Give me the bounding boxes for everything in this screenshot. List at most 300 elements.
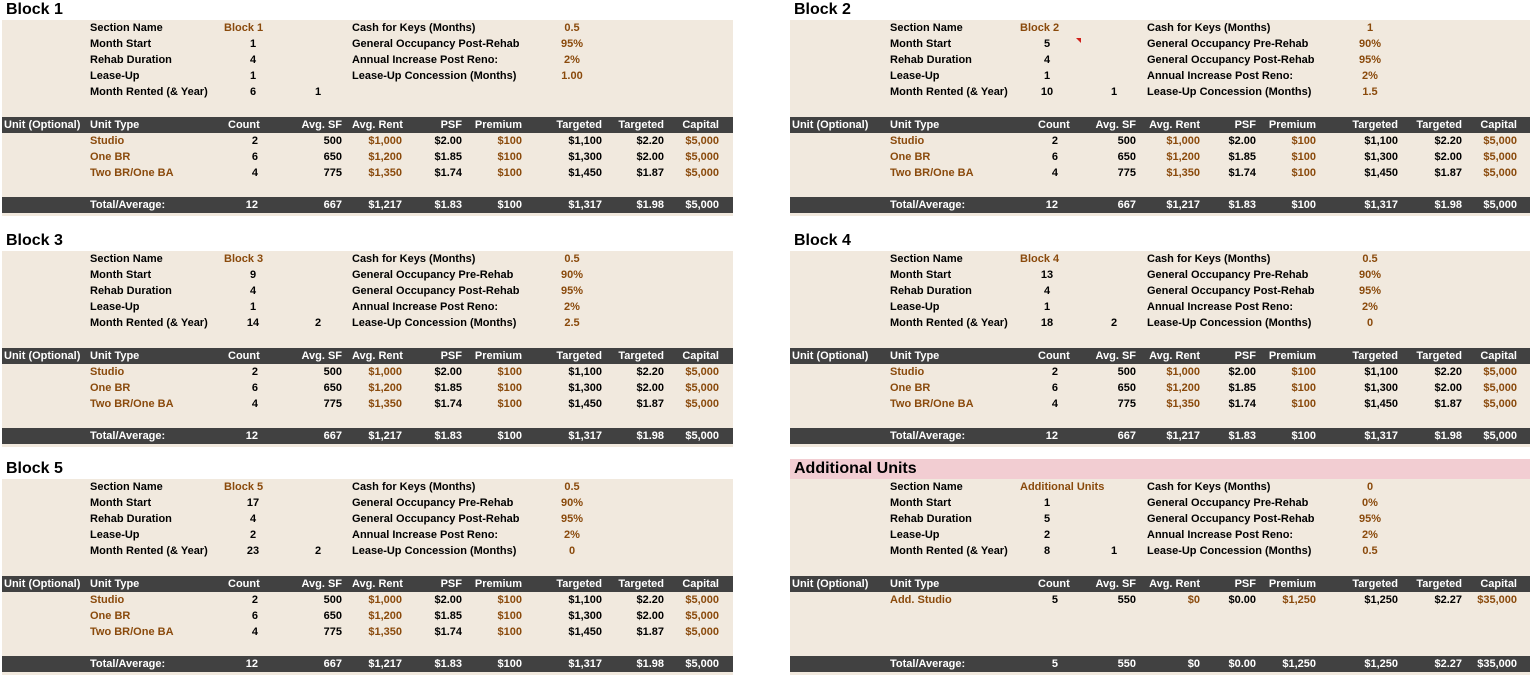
- cell-rent[interactable]: $1,350: [1166, 398, 1200, 410]
- field-value-month_start[interactable]: 5: [1043, 38, 1051, 50]
- field-label-rehab_duration: Rehab Duration: [890, 54, 972, 66]
- cell-t2: $1.87: [636, 626, 664, 638]
- field-value-rehab_duration[interactable]: 4: [1043, 54, 1051, 66]
- total-t2: $1.98: [636, 658, 664, 670]
- field-value-section_name[interactable]: Block 3: [224, 253, 264, 265]
- param-label: General Occupancy Post-Rehab: [352, 285, 520, 297]
- field-value-year[interactable]: 1: [1110, 86, 1118, 98]
- table-header: [2, 576, 733, 592]
- field-value-year[interactable]: 2: [314, 317, 322, 329]
- column-header: Targeted: [1352, 350, 1398, 362]
- cell-premium[interactable]: $100: [1291, 135, 1316, 147]
- cell-capital[interactable]: $5,000: [685, 382, 719, 394]
- total-t2: $1.98: [1434, 430, 1462, 442]
- cell-rent[interactable]: $1,000: [1166, 366, 1200, 378]
- total-rent: $0: [1187, 658, 1200, 670]
- cell-sf: 650: [1117, 382, 1136, 394]
- field-value-rehab_duration[interactable]: 4: [249, 285, 257, 297]
- field-label-rehab_duration: Rehab Duration: [90, 285, 172, 297]
- field-value-lease_up[interactable]: 2: [1043, 529, 1051, 541]
- field-value-year[interactable]: 2: [1110, 317, 1118, 329]
- field-value-month_rented[interactable]: 18: [1040, 317, 1054, 329]
- total-t1: $1,317: [568, 430, 602, 442]
- field-label-section_name: Section Name: [890, 253, 963, 265]
- unit-type-cell[interactable]: Two BR/One BA: [90, 626, 174, 638]
- column-header: Premium: [474, 578, 522, 590]
- table-row: [2, 396, 733, 412]
- total-label: Total/Average:: [890, 430, 966, 442]
- column-header: Count: [1038, 119, 1070, 131]
- cell-count: 4: [1051, 398, 1058, 410]
- param-value[interactable]: 90%: [1358, 269, 1382, 281]
- total-sf: 667: [323, 430, 342, 442]
- table-row: [790, 149, 1530, 165]
- cell-count: 5: [1051, 594, 1058, 606]
- param-value[interactable]: 2%: [564, 54, 580, 66]
- param-value[interactable]: 95%: [1358, 54, 1382, 66]
- column-header: Targeted: [1416, 119, 1462, 131]
- field-value-year[interactable]: 1: [1110, 545, 1118, 557]
- field-label-month_start: Month Start: [890, 497, 952, 509]
- column-header: PSF: [440, 350, 462, 362]
- param-label: Cash for Keys (Months): [1147, 22, 1271, 34]
- cell-premium[interactable]: $100: [1291, 151, 1316, 163]
- table-header: [790, 576, 1530, 592]
- field-label-lease_up: Lease-Up: [890, 529, 940, 541]
- param-label: General Occupancy Pre-Rehab: [1147, 269, 1309, 281]
- cell-capital[interactable]: $5,000: [685, 626, 719, 638]
- cell-capital[interactable]: $5,000: [685, 594, 719, 606]
- cell-psf: $1.74: [434, 398, 462, 410]
- cell-count: 6: [251, 382, 258, 394]
- total-count: 12: [245, 199, 258, 211]
- unit-type-cell[interactable]: Two BR/One BA: [90, 398, 174, 410]
- unit-type-cell[interactable]: Two BR/One BA: [890, 398, 974, 410]
- cell-psf: $0.00: [1228, 594, 1256, 606]
- cell-capital[interactable]: $5,000: [685, 398, 719, 410]
- param-label: Lease-Up Concession (Months): [352, 317, 517, 329]
- field-value-year[interactable]: 1: [314, 86, 322, 98]
- column-header: Capital: [1480, 578, 1517, 590]
- param-value[interactable]: 0.5: [564, 22, 580, 34]
- cell-rent[interactable]: $1,200: [368, 151, 402, 163]
- field-value-month_start[interactable]: 17: [246, 497, 260, 509]
- cell-rent[interactable]: $1,000: [368, 594, 402, 606]
- param-value[interactable]: 0.5: [564, 253, 580, 265]
- cell-psf: $2.00: [1228, 135, 1256, 147]
- field-label-rehab_duration: Rehab Duration: [90, 513, 172, 525]
- cell-capital[interactable]: $5,000: [1483, 366, 1517, 378]
- field-value-month_start[interactable]: 13: [1040, 269, 1054, 281]
- param-value[interactable]: 95%: [560, 513, 584, 525]
- field-value-lease_up[interactable]: 1: [249, 301, 257, 313]
- cell-rent[interactable]: $1,350: [368, 167, 402, 179]
- field-value-lease_up[interactable]: 1: [249, 70, 257, 82]
- total-sf: 550: [1117, 658, 1136, 670]
- unit-type-cell[interactable]: Studio: [90, 135, 125, 147]
- cell-sf: 500: [1117, 135, 1136, 147]
- column-header: Unit Type: [890, 578, 940, 590]
- total-label: Total/Average:: [90, 199, 166, 211]
- param-value[interactable]: 90%: [1358, 38, 1382, 50]
- cell-psf: $2.00: [434, 594, 462, 606]
- cell-premium[interactable]: $100: [497, 398, 522, 410]
- param-label: Lease-Up Concession (Months): [1147, 545, 1312, 557]
- column-header: Targeted: [556, 350, 602, 362]
- total-psf: $1.83: [1228, 199, 1256, 211]
- cell-sf: 650: [323, 151, 342, 163]
- column-header: Capital: [682, 350, 719, 362]
- total-t1: $1,250: [1364, 658, 1398, 670]
- cell-rent[interactable]: $1,350: [368, 626, 402, 638]
- cell-psf: $1.85: [1228, 382, 1256, 394]
- unit-type-cell[interactable]: One BR: [890, 151, 931, 163]
- cell-sf: 500: [323, 594, 342, 606]
- cell-sf: 650: [323, 382, 342, 394]
- cell-capital[interactable]: $5,000: [1483, 382, 1517, 394]
- param-value[interactable]: 0: [1366, 481, 1374, 493]
- cell-t1: $1,300: [568, 610, 602, 622]
- unit-type-cell[interactable]: Two BR/One BA: [890, 167, 974, 179]
- field-value-section_name[interactable]: Block 2: [1020, 22, 1060, 34]
- param-value[interactable]: 2%: [1362, 70, 1378, 82]
- total-sf: 667: [1117, 199, 1136, 211]
- column-header: Unit (Optional): [4, 119, 81, 131]
- field-value-year[interactable]: 2: [314, 545, 322, 557]
- total-count: 12: [1045, 430, 1058, 442]
- cell-premium[interactable]: $100: [497, 151, 522, 163]
- param-label: Annual Increase Post Reno:: [1147, 301, 1294, 313]
- total-label: Total/Average:: [890, 658, 966, 670]
- total-capital: $5,000: [685, 658, 719, 670]
- field-value-section_name[interactable]: Block 4: [1020, 253, 1060, 265]
- param-label: General Occupancy Pre-Rehab: [352, 497, 514, 509]
- cell-rent[interactable]: $1,000: [368, 135, 402, 147]
- block-title: Block 4: [794, 232, 851, 249]
- cell-capital[interactable]: $5,000: [685, 610, 719, 622]
- cell-rent[interactable]: $1,350: [1166, 167, 1200, 179]
- cell-premium[interactable]: $100: [1291, 366, 1316, 378]
- column-header: Avg. Rent: [352, 119, 403, 131]
- cell-premium[interactable]: $100: [1291, 398, 1316, 410]
- column-header: Avg. SF: [301, 119, 342, 131]
- field-label-month_rented: Month Rented (& Year): [90, 317, 208, 329]
- column-header: Avg. SF: [1095, 578, 1136, 590]
- param-value[interactable]: 0: [1366, 317, 1374, 329]
- total-t2: $1.98: [1434, 199, 1462, 211]
- column-header: Count: [1038, 578, 1070, 590]
- cell-rent[interactable]: $1,200: [1166, 382, 1200, 394]
- field-value-section_name[interactable]: Additional Units: [1020, 481, 1105, 493]
- total-count: 5: [1051, 658, 1058, 670]
- param-value[interactable]: 2%: [1362, 301, 1378, 313]
- param-value[interactable]: 1.5: [1362, 86, 1378, 98]
- param-value[interactable]: 95%: [560, 38, 584, 50]
- cell-t1: $1,100: [568, 135, 602, 147]
- cell-premium[interactable]: $100: [497, 610, 522, 622]
- cell-t2: $2.27: [1434, 594, 1462, 606]
- cell-premium[interactable]: $1,250: [1282, 594, 1316, 606]
- cell-rent[interactable]: $1,350: [368, 398, 402, 410]
- field-label-month_rented: Month Rented (& Year): [890, 545, 1008, 557]
- table-row: [2, 165, 733, 181]
- total-t1: $1,317: [1364, 430, 1398, 442]
- total-premium: $100: [497, 430, 522, 442]
- column-header: PSF: [1234, 119, 1256, 131]
- field-value-section_name[interactable]: Block 1: [224, 22, 264, 34]
- field-value-month_rented[interactable]: 14: [246, 317, 260, 329]
- param-label: General Occupancy Post-Rehab: [352, 513, 520, 525]
- table-row: [2, 592, 733, 608]
- block-title: Additional Units: [790, 459, 1530, 479]
- cell-capital[interactable]: $5,000: [1483, 151, 1517, 163]
- cell-count: 6: [1051, 151, 1058, 163]
- cell-capital[interactable]: $5,000: [1483, 135, 1517, 147]
- cell-rent[interactable]: $1,000: [1166, 135, 1200, 147]
- field-label-rehab_duration: Rehab Duration: [890, 513, 972, 525]
- cell-premium[interactable]: $100: [497, 382, 522, 394]
- total-premium: $100: [1291, 199, 1316, 211]
- cell-count: 2: [1051, 366, 1058, 378]
- total-rent: $1,217: [1166, 199, 1200, 211]
- cell-premium[interactable]: $100: [497, 594, 522, 606]
- column-header: Unit (Optional): [792, 119, 869, 131]
- table-row: [2, 364, 733, 380]
- total-label: Total/Average:: [90, 430, 166, 442]
- field-value-month_rented[interactable]: 6: [249, 86, 257, 98]
- field-label-month_start: Month Start: [890, 38, 952, 50]
- param-value[interactable]: 0: [568, 545, 576, 557]
- table-row: [790, 396, 1530, 412]
- block-title: Block 5: [6, 460, 63, 477]
- cell-capital[interactable]: $5,000: [685, 366, 719, 378]
- block-title: Block 2: [794, 1, 851, 18]
- param-label: Annual Increase Post Reno:: [352, 529, 499, 541]
- cell-t2: $2.00: [636, 382, 664, 394]
- table-row: [2, 149, 733, 165]
- column-header: PSF: [440, 119, 462, 131]
- column-header: Targeted: [618, 350, 664, 362]
- param-value[interactable]: 90%: [560, 269, 584, 281]
- total-capital: $35,000: [1477, 658, 1517, 670]
- column-header: Count: [1038, 350, 1070, 362]
- table-header: [790, 348, 1530, 364]
- cell-rent[interactable]: $0: [1187, 594, 1200, 606]
- field-label-lease_up: Lease-Up: [90, 529, 140, 541]
- column-header: Targeted: [1416, 350, 1462, 362]
- unit-type-cell[interactable]: Studio: [90, 594, 125, 606]
- block-title: Block 1: [6, 1, 63, 18]
- total-t1: $1,317: [568, 658, 602, 670]
- field-value-lease_up[interactable]: 1: [1043, 70, 1051, 82]
- cell-count: 2: [251, 594, 258, 606]
- column-header: Capital: [682, 578, 719, 590]
- column-header: Targeted: [1352, 119, 1398, 131]
- cell-t1: $1,450: [1364, 167, 1398, 179]
- cell-t1: $1,450: [568, 398, 602, 410]
- cell-count: 2: [251, 135, 258, 147]
- param-label: Lease-Up Concession (Months): [1147, 317, 1312, 329]
- column-header: Count: [228, 578, 260, 590]
- column-header: Unit (Optional): [4, 350, 81, 362]
- field-value-lease_up[interactable]: 1: [1043, 301, 1051, 313]
- param-value[interactable]: 95%: [1358, 285, 1382, 297]
- cell-count: 6: [251, 151, 258, 163]
- unit-type-cell[interactable]: Studio: [890, 135, 925, 147]
- field-value-rehab_duration[interactable]: 4: [249, 54, 257, 66]
- total-row: [2, 656, 733, 672]
- field-label-section_name: Section Name: [90, 253, 163, 265]
- field-value-month_start[interactable]: 1: [249, 38, 257, 50]
- cell-t1: $1,100: [1364, 135, 1398, 147]
- unit-type-cell[interactable]: One BR: [90, 610, 131, 622]
- cell-count: 4: [251, 626, 258, 638]
- param-label: General Occupancy Post-Rehab: [1147, 54, 1315, 66]
- cell-premium[interactable]: $100: [1291, 167, 1316, 179]
- field-label-month_rented: Month Rented (& Year): [890, 317, 1008, 329]
- cell-capital[interactable]: $5,000: [1483, 167, 1517, 179]
- column-header: Targeted: [556, 578, 602, 590]
- cell-rent[interactable]: $1,200: [1166, 151, 1200, 163]
- param-label: Cash for Keys (Months): [1147, 481, 1271, 493]
- param-value[interactable]: 0.5: [564, 481, 580, 493]
- total-t2: $2.27: [1434, 658, 1462, 670]
- unit-type-cell[interactable]: One BR: [90, 382, 131, 394]
- cell-premium[interactable]: $100: [497, 626, 522, 638]
- table-row: [790, 364, 1530, 380]
- param-label: Annual Increase Post Reno:: [352, 54, 499, 66]
- param-label: Cash for Keys (Months): [352, 22, 476, 34]
- total-row: [2, 428, 733, 444]
- column-header: Avg. Rent: [1149, 119, 1200, 131]
- param-value[interactable]: 2%: [564, 529, 580, 541]
- field-value-lease_up[interactable]: 2: [249, 529, 257, 541]
- cell-count: 4: [251, 167, 258, 179]
- param-value[interactable]: 0.5: [1362, 545, 1378, 557]
- cell-rent[interactable]: $1,200: [368, 610, 402, 622]
- column-header: Capital: [1480, 350, 1517, 362]
- table-row: [790, 133, 1530, 149]
- cell-premium[interactable]: $100: [497, 366, 522, 378]
- param-value[interactable]: 2%: [1362, 529, 1378, 541]
- column-header: Capital: [1480, 119, 1517, 131]
- param-label: General Occupancy Pre-Rehab: [1147, 38, 1309, 50]
- cell-rent[interactable]: $1,000: [368, 366, 402, 378]
- total-premium: $100: [497, 658, 522, 670]
- cell-psf: $1.74: [434, 167, 462, 179]
- field-value-rehab_duration[interactable]: 4: [249, 513, 257, 525]
- field-label-month_start: Month Start: [90, 38, 152, 50]
- field-label-month_start: Month Start: [90, 269, 152, 281]
- cell-rent[interactable]: $1,200: [368, 382, 402, 394]
- cell-t2: $2.00: [1434, 382, 1462, 394]
- cell-psf: $1.74: [434, 626, 462, 638]
- column-header: Unit Type: [890, 350, 940, 362]
- block-4: [790, 231, 1530, 444]
- param-label: Cash for Keys (Months): [352, 253, 476, 265]
- cell-premium[interactable]: $100: [497, 135, 522, 147]
- param-value[interactable]: 90%: [560, 497, 584, 509]
- total-rent: $1,217: [1166, 430, 1200, 442]
- param-value[interactable]: 1.00: [561, 70, 583, 82]
- cell-t1: $1,300: [1364, 151, 1398, 163]
- field-value-month_start[interactable]: 1: [1043, 497, 1051, 509]
- param-value[interactable]: 2%: [564, 301, 580, 313]
- cell-t1: $1,250: [1364, 594, 1398, 606]
- total-count: 12: [1045, 199, 1058, 211]
- cell-sf: 650: [1117, 151, 1136, 163]
- table-header: [2, 348, 733, 364]
- cell-t2: $1.87: [636, 398, 664, 410]
- cell-count: 4: [1051, 167, 1058, 179]
- cell-capital[interactable]: $5,000: [685, 167, 719, 179]
- param-label: General Occupancy Post-Rehab: [352, 38, 520, 50]
- column-header: Count: [228, 350, 260, 362]
- cell-t1: $1,300: [1364, 382, 1398, 394]
- unit-type-cell[interactable]: One BR: [90, 151, 131, 163]
- cell-capital[interactable]: $5,000: [1483, 398, 1517, 410]
- column-header: Unit (Optional): [4, 578, 81, 590]
- field-value-month_rented[interactable]: 10: [1040, 86, 1054, 98]
- field-label-rehab_duration: Rehab Duration: [90, 54, 172, 66]
- unit-type-cell[interactable]: Two BR/One BA: [90, 167, 174, 179]
- total-rent: $1,217: [368, 658, 402, 670]
- column-header: Count: [228, 119, 260, 131]
- cell-capital[interactable]: $5,000: [685, 151, 719, 163]
- field-value-month_start[interactable]: 9: [249, 269, 257, 281]
- column-header: Premium: [474, 119, 522, 131]
- param-value[interactable]: 1: [1366, 22, 1374, 34]
- total-sf: 667: [323, 658, 342, 670]
- field-value-month_rented[interactable]: 8: [1043, 545, 1051, 557]
- column-header: Unit Type: [890, 119, 940, 131]
- cell-premium[interactable]: $100: [497, 167, 522, 179]
- column-header: Avg. SF: [301, 578, 342, 590]
- total-psf: $0.00: [1228, 658, 1256, 670]
- total-row: [790, 197, 1530, 213]
- cell-capital[interactable]: $5,000: [685, 135, 719, 147]
- param-value[interactable]: 95%: [560, 285, 584, 297]
- column-header: Targeted: [1416, 578, 1462, 590]
- cell-t2: $2.00: [1434, 151, 1462, 163]
- param-label: Lease-Up Concession (Months): [1147, 86, 1312, 98]
- block-5: [2, 459, 733, 672]
- unit-type-cell[interactable]: Studio: [890, 366, 925, 378]
- unit-type-cell[interactable]: One BR: [890, 382, 931, 394]
- column-header: Premium: [1268, 350, 1316, 362]
- param-value[interactable]: 2.5: [564, 317, 580, 329]
- column-header: Avg. Rent: [352, 578, 403, 590]
- table-row: [790, 592, 1530, 608]
- unit-type-cell[interactable]: Add. Studio: [890, 594, 952, 606]
- param-value[interactable]: 0.5: [1362, 253, 1378, 265]
- cell-t2: $2.00: [636, 610, 664, 622]
- field-value-rehab_duration[interactable]: 5: [1043, 513, 1051, 525]
- unit-type-cell[interactable]: Studio: [90, 366, 125, 378]
- cell-premium[interactable]: $100: [1291, 382, 1316, 394]
- cell-capital[interactable]: $35,000: [1477, 594, 1517, 606]
- cell-t1: $1,450: [568, 167, 602, 179]
- field-value-month_rented[interactable]: 23: [246, 545, 260, 557]
- param-value[interactable]: 0%: [1362, 497, 1378, 509]
- field-value-rehab_duration[interactable]: 4: [1043, 285, 1051, 297]
- field-value-section_name[interactable]: Block 5: [224, 481, 264, 493]
- column-header: Unit Type: [90, 578, 140, 590]
- total-row: [790, 656, 1530, 672]
- cell-sf: 775: [323, 167, 342, 179]
- param-value[interactable]: 95%: [1358, 513, 1382, 525]
- column-header: Avg. SF: [301, 350, 342, 362]
